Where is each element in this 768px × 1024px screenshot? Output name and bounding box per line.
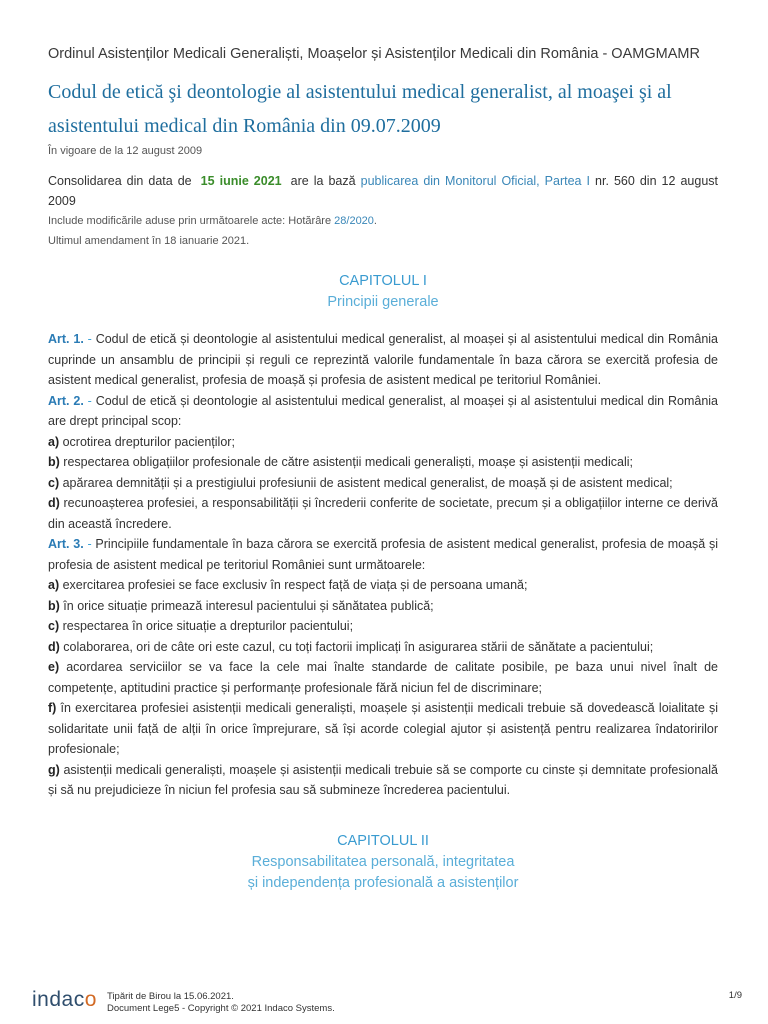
includes-prefix: Include modificările aduse prin următoarele acte: Hotărâre: [48, 215, 332, 227]
chapter-2-header: [48, 831, 718, 894]
consolidation-suffix: nr. 560 din 12 august 2009: [48, 174, 719, 208]
item-letter: f): [48, 701, 57, 715]
in-force-date: În vigoare de la 12 august 2009: [48, 145, 203, 157]
indaco-logo: [32, 988, 97, 1012]
list-item: [48, 637, 718, 658]
document-page: [48, 44, 718, 894]
item-text: ocrotirea drepturilor pacienților;: [62, 434, 235, 449]
article-3: [48, 534, 718, 575]
item-text: respectarea în orice situație a drepturilor pacientului;: [62, 619, 354, 633]
logo-main: indac: [32, 988, 85, 1011]
list-item: [48, 760, 718, 801]
item-text: recunoașterea profesiei, a responsabilității și încrederii conferite de societate, precum și a obligațiilor interne ce derivă din această încredere.: [48, 496, 718, 531]
amending-acts: [48, 213, 718, 229]
chapter-2-subtitle-line-2: și independența profesională a asistenților: [247, 874, 519, 891]
chapter-1-heading: CAPITOLUL I: [339, 273, 427, 289]
list-item: [48, 432, 718, 453]
list-item: [48, 575, 718, 596]
item-letter: d): [48, 496, 60, 510]
item-text: colaborarea, ori de câte ori este cazul, cu toți factorii implicați în asigurarea stării de sănătate a pacientului;: [63, 639, 654, 654]
article-2: [48, 391, 718, 432]
article-3-label[interactable]: Art. 3.: [48, 537, 84, 551]
list-item: [48, 473, 718, 494]
page-footer: [32, 988, 742, 1018]
item-letter: c): [48, 475, 60, 490]
item-text: în exercitarea profesiei asistenții medicali generaliști, moașele și asistenții medicali trebuie să dovedească loialitate și solidaritate unii față de alții în orice împrejurare, să își acorde colegial ajutor și asistență pentru realizarea îndatoririlor profesionale;: [48, 701, 718, 756]
monitor-oficial-link[interactable]: publicarea din Monitorul Oficial, Partea I: [360, 174, 591, 188]
item-text: exercitarea profesiei se face exclusiv în respect față de viața și de persoana umană;: [62, 578, 528, 592]
articles: [48, 329, 718, 801]
chapter-2-heading: CAPITOLUL II: [337, 832, 429, 849]
document-title: Codul de etică şi deontologie al asistentului medical generalist, al moaşei şi al asistentului medical din România din 09.07.2009: [48, 81, 672, 137]
article-1: [48, 329, 718, 391]
item-letter: c): [48, 619, 60, 633]
list-item: [48, 596, 718, 617]
includes-suffix: .: [373, 215, 377, 227]
item-text: apărarea demnității și a prestigiului profesiunii de asistent medical generalist, de moașă și de asistent medical;: [62, 475, 673, 490]
item-letter: b): [48, 598, 60, 613]
printed-note: Tipărit de Birou la 15.06.2021.: [107, 991, 234, 1002]
article-1-dash: -: [87, 332, 92, 346]
article-1-text: Codul de etică și deontologie al asistentului medical generalist, al moașei și al asistentului medical din România cuprinde un ansamblu de principii și reguli ce reprezintă valorile fundamentale în baza cărora se exercită profesia de asistent medical generalist, profesia de moașă și profesia de asistent medical pe teritoriul României.: [48, 332, 718, 387]
item-text: în orice situație primează interesul pacientului și sănătatea publică;: [63, 598, 434, 613]
consolidation-prefix: Consolidarea din data de: [48, 174, 192, 188]
list-item: [48, 452, 718, 473]
chapter-1-subtitle: Principii generale: [327, 294, 439, 310]
article-3-text: Principiile fundamentale în baza cărora se exercită profesia de asistent medical generalist, profesia de moașă și profesia de asistent medical pe teritoriul României sunt următoarele:: [48, 537, 718, 572]
chapter-1-header: [48, 271, 718, 313]
consolidation-date: 15 iunie 2021: [200, 174, 282, 188]
consolidation-middle: are la bază: [290, 174, 356, 188]
item-text: asistenții medicali generaliști, moașele și asistenții medicali trebuie să se comporte cu cinste și demnitate profesională și să nu prejudicieze în niciun fel profesia sau să submineze încrederea pacientului.: [48, 762, 718, 797]
article-2-label[interactable]: Art. 2.: [48, 393, 84, 408]
item-text: acordarea serviciilor se va face la cele mai înalte standarde de calitate posibile, pe baza unui nivel înalt de competențe, aptitudini practice și performanțe profesionale fără niciun fel de discriminare;: [48, 660, 718, 695]
copyright-note: Document Lege5 - Copyright © 2021 Indaco Systems.: [107, 1003, 335, 1014]
article-3-dash: -: [87, 537, 92, 551]
footer-note: [107, 991, 335, 1015]
logo-accent: o: [84, 988, 97, 1011]
item-letter: b): [48, 455, 60, 469]
hotarare-link[interactable]: 28/2020: [334, 215, 374, 227]
list-item: [48, 698, 718, 760]
chapter-2-subtitle-line-1: Responsabilitatea personală, integritatea: [251, 853, 515, 870]
article-1-label[interactable]: Art. 1.: [48, 332, 84, 346]
list-item: [48, 616, 718, 637]
last-amendment: Ultimul amendament în 18 ianuarie 2021.: [48, 235, 250, 247]
article-2-dash: -: [87, 393, 92, 408]
article-2-text: Codul de etică și deontologie al asistentului medical generalist, al moașei și al asistentului medical din România are drept principal scop:: [48, 393, 718, 428]
organization-name: Ordinul Asistenților Medicali Generaliști, Moașelor și Asistenților Medicali din România - OAMGMAMR: [48, 46, 700, 62]
list-item: [48, 657, 718, 698]
list-item: [48, 493, 718, 534]
consolidation-paragraph: [48, 171, 718, 211]
page-number: 1/9: [728, 990, 742, 1001]
item-letter: a): [48, 434, 60, 449]
item-text: respectarea obligațiilor profesionale de către asistenții medicali generaliști, moașe și asistenții medicali;: [63, 455, 634, 469]
item-letter: g): [48, 762, 60, 777]
item-letter: d): [48, 639, 60, 654]
item-letter: e): [48, 660, 60, 674]
item-letter: a): [48, 578, 60, 592]
